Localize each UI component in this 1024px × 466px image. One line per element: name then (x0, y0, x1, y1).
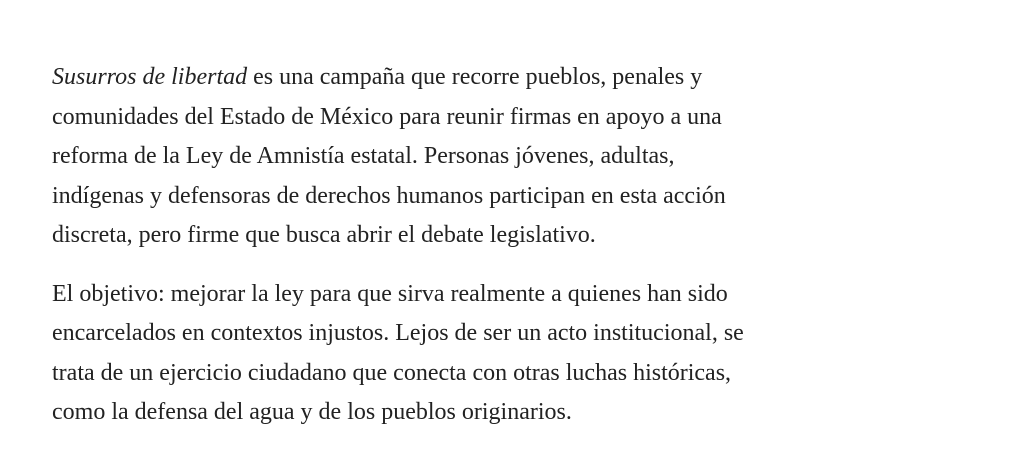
paragraph-1 (52, 58, 952, 256)
article-body (52, 58, 952, 433)
paragraph-2-line-3: trata de un ejercicio ciudadano que conecta con otras luchas históricas, (52, 359, 732, 386)
paragraph-1-line-1 (52, 58, 952, 98)
paragraph-1-line-4: indígenas y defensoras de derechos humanos participan en esta acción (52, 182, 726, 209)
campaign-title: Susurros de libertad (52, 64, 248, 90)
paragraph-2 (52, 275, 952, 433)
paragraph-2-line-4: como la defensa del agua y de los pueblos originarios. (52, 399, 572, 425)
paragraph-1-line-1-text: es una campaña que recorre pueblos, penales y (247, 64, 703, 90)
paragraph-1-line-5: discreta, pero firme que busca abrir el debate legislativo. (52, 222, 596, 248)
paragraph-1-line-2: comunidades del Estado de México para reunir firmas en apoyo a una (52, 103, 722, 130)
paragraph-2-line-1: El objetivo: mejorar la ley para que sirva realmente a quienes han sido (52, 280, 728, 307)
paragraph-1-line-3: reforma de la Ley de Amnistía estatal. Personas jóvenes, adultas, (52, 143, 675, 169)
paragraph-2-line-2: encarcelados en contextos injustos. Lejos de ser un acto institucional, se (52, 320, 744, 346)
